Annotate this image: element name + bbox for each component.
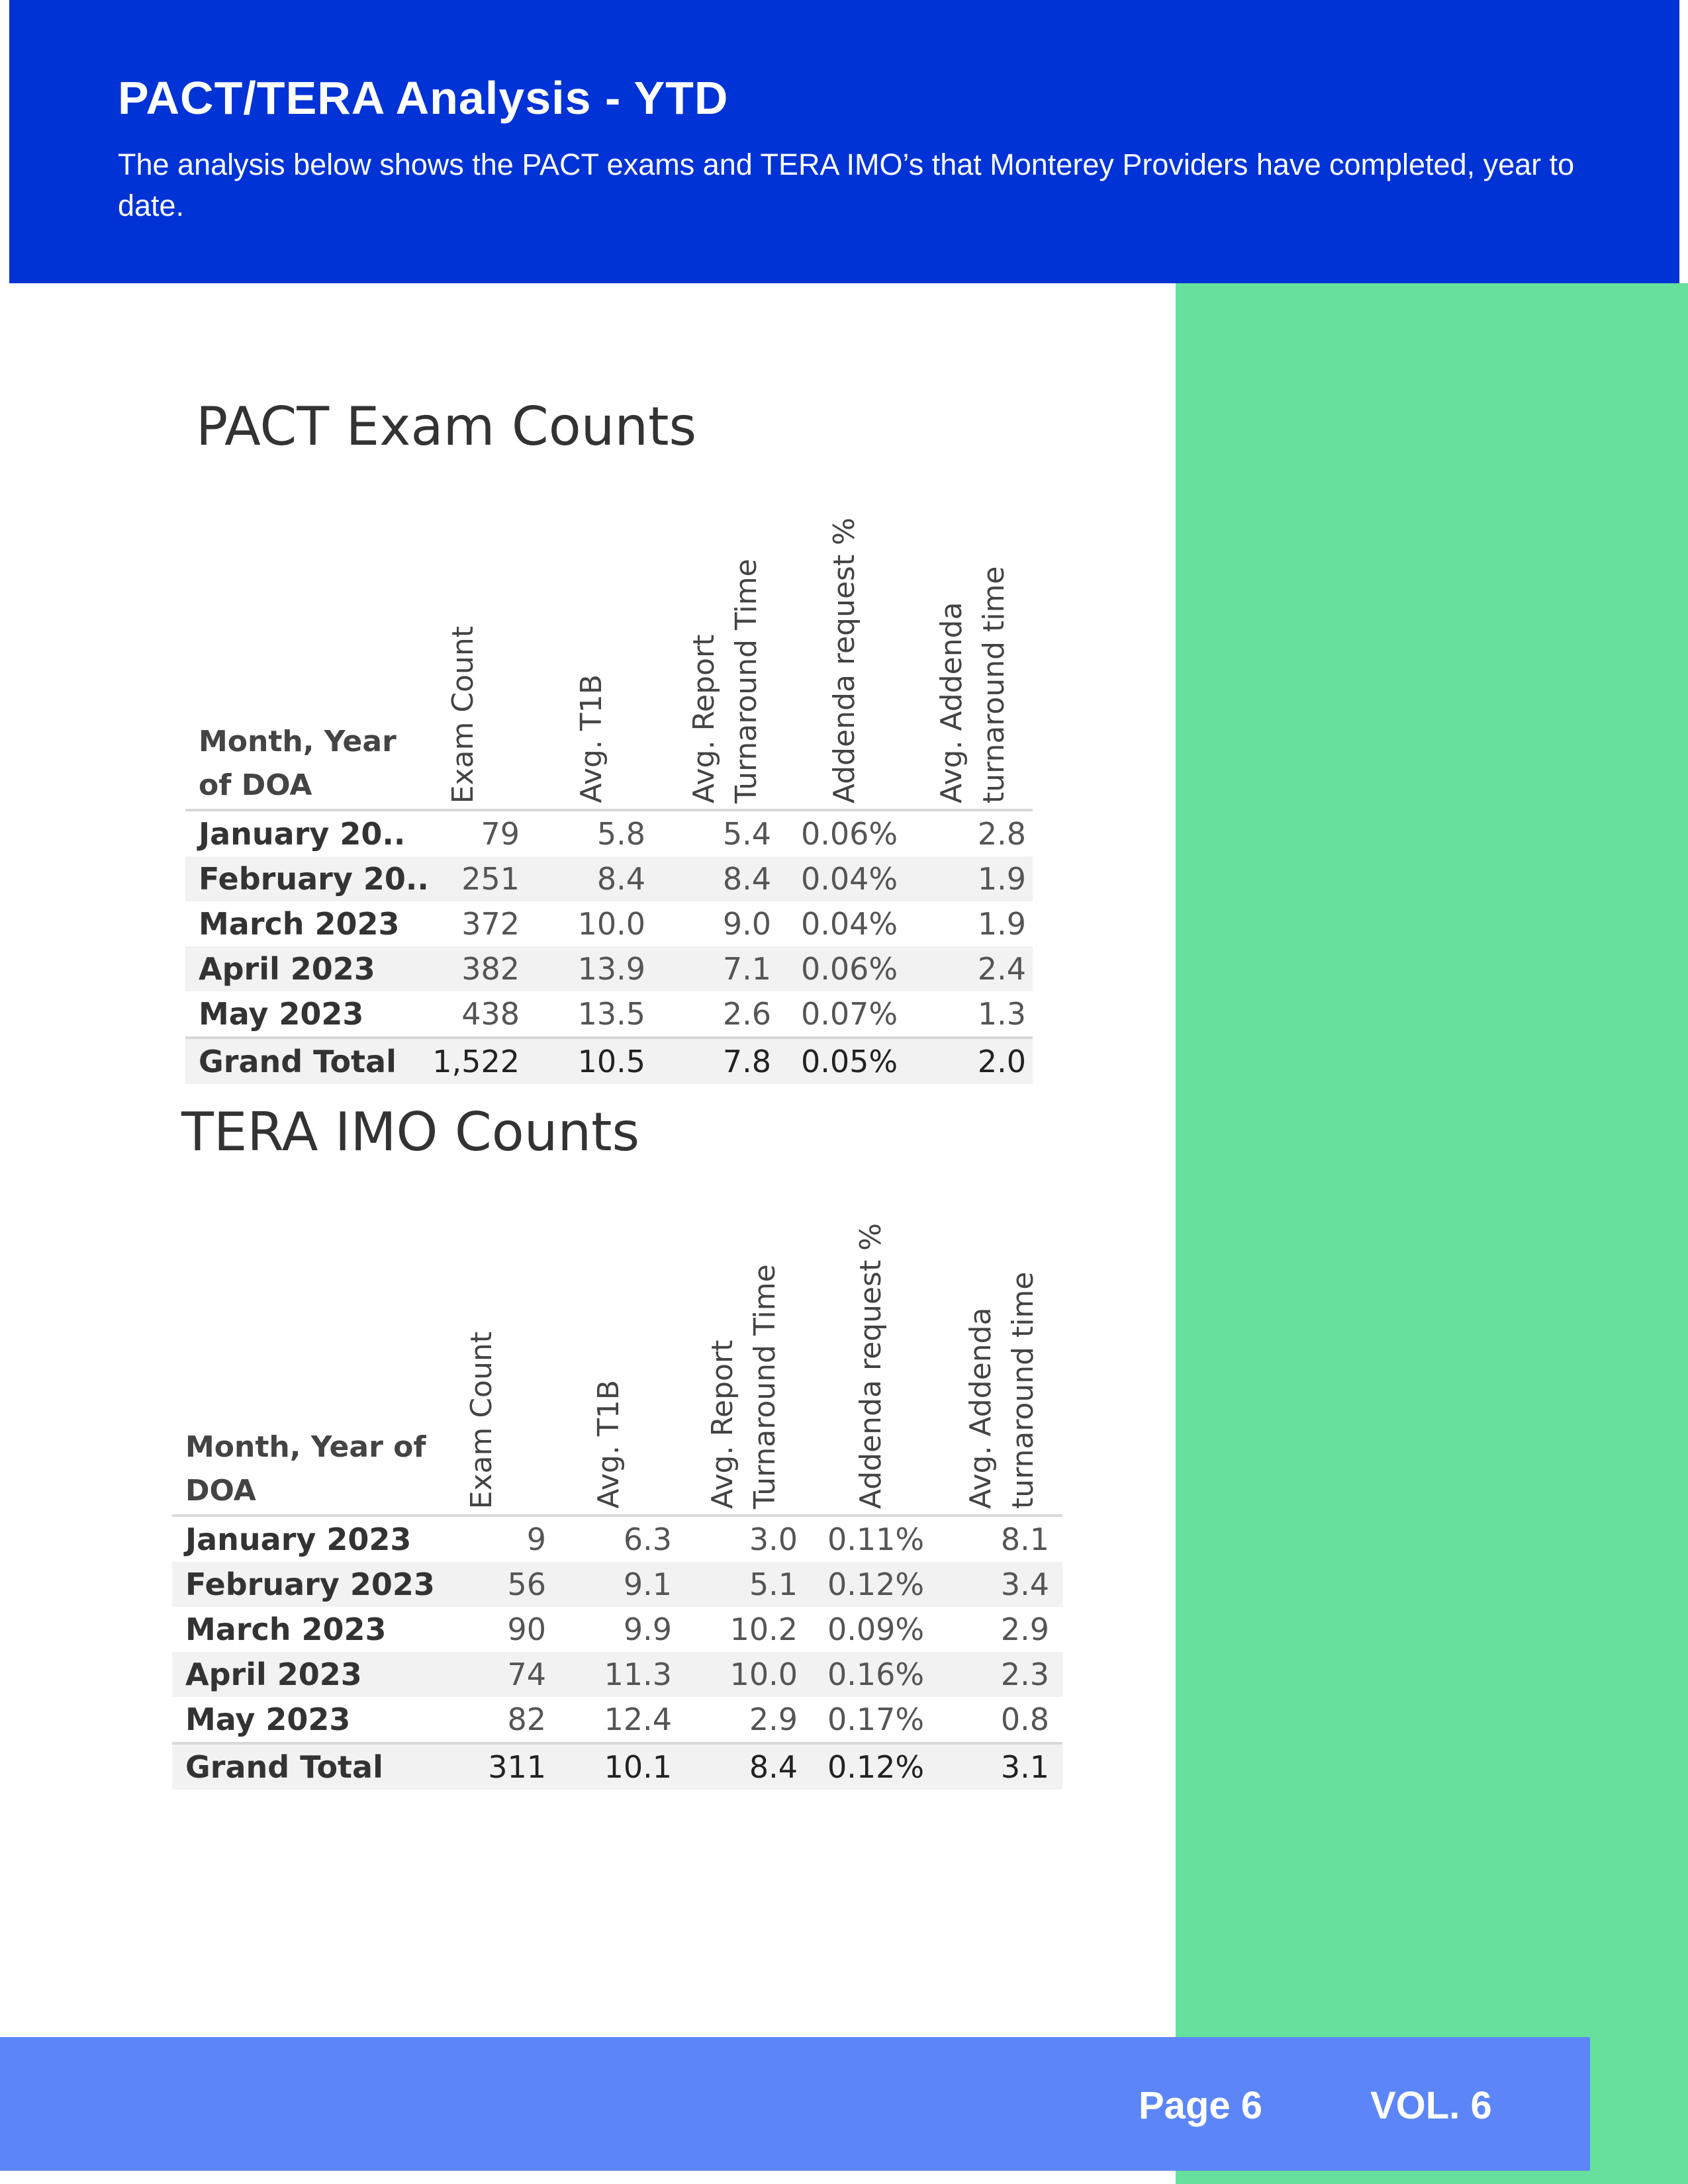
exam-count-cell: 251	[461, 861, 520, 897]
exam-count-cell: 82	[507, 1702, 546, 1737]
addenda-pct-cell: 0.06%	[801, 816, 898, 852]
page-number: Page 6	[1139, 2084, 1262, 2127]
avg-report-cell: 9.0	[722, 906, 771, 942]
month-cell: January 20..	[199, 816, 406, 852]
avg-t1b-cell: 5.8	[596, 816, 645, 852]
avg-report-column-header: Avg. Report Turnaround Time	[706, 1264, 782, 1509]
addenda-pct-cell: 0.06%	[801, 951, 898, 987]
pact-section-title: PACT Exam Counts	[196, 396, 697, 457]
avg-report-column-header: Avg. Report Turnaround Time	[687, 559, 763, 803]
page-footer	[0, 2037, 1590, 2171]
table-row	[172, 1652, 1062, 1697]
exam-count-cell: 1,522	[432, 1044, 520, 1079]
exam-count-cell: 382	[461, 951, 520, 987]
table-row	[172, 1517, 1062, 1562]
avg-t1b-cell: 10.1	[604, 1749, 672, 1785]
exam-count-cell: 311	[488, 1749, 546, 1785]
addenda-request-column-header: Addenda request %	[854, 1222, 888, 1509]
addenda-pct-cell: 0.12%	[827, 1567, 925, 1602]
avg-t1b-cell: 13.5	[577, 996, 645, 1032]
table-row	[185, 811, 1033, 856]
avg-addenda-column-header: Avg. Addenda turnaround time	[964, 1271, 1040, 1509]
exam-count-cell: 90	[507, 1612, 546, 1647]
addenda-pct-cell: 0.12%	[827, 1749, 925, 1785]
page-title: PACT/TERA Analysis - YTD	[118, 72, 729, 124]
avg-addenda-cell: 2.0	[977, 1044, 1026, 1079]
avg-addenda-cell: 2.4	[977, 951, 1026, 987]
pact-exam-table	[185, 490, 1033, 1084]
avg-addenda-cell: 1.9	[977, 906, 1026, 942]
addenda-pct-cell: 0.04%	[801, 906, 898, 942]
avg-addenda-cell: 0.8	[1000, 1702, 1049, 1737]
avg-report-cell: 3.0	[749, 1522, 798, 1557]
green-side-strip	[1176, 283, 1688, 2184]
avg-t1b-cell: 10.5	[577, 1044, 645, 1079]
tera-table-body	[172, 1517, 1062, 1790]
avg-report-cell: 2.6	[722, 996, 771, 1032]
page-header	[9, 0, 1679, 283]
month-cell: February 20..	[199, 861, 429, 897]
avg-addenda-cell: 3.1	[1000, 1749, 1049, 1785]
exam-count-cell: 79	[481, 816, 520, 852]
addenda-pct-cell: 0.09%	[827, 1612, 925, 1647]
avg-report-cell: 7.1	[722, 951, 771, 987]
table-row	[185, 901, 1033, 946]
table-row	[185, 991, 1033, 1036]
avg-report-cell: 8.4	[749, 1749, 798, 1785]
avg-report-cell: 5.1	[749, 1567, 798, 1602]
exam-count-column-header: Exam Count	[465, 1331, 498, 1509]
exam-count-column-header: Exam Count	[446, 625, 480, 803]
exam-count-cell: 56	[507, 1567, 546, 1602]
month-cell: February 2023	[185, 1567, 435, 1602]
month-cell: May 2023	[199, 996, 364, 1032]
avg-addenda-cell: 2.8	[977, 816, 1026, 852]
month-cell: March 2023	[199, 906, 400, 942]
tera-table-header	[172, 1195, 1062, 1517]
month-column-header: Month, Year of DOA	[199, 725, 397, 802]
avg-t1b-column-header: Avg. T1B	[592, 1380, 626, 1509]
pact-table-body	[185, 811, 1033, 1084]
month-cell: April 2023	[199, 951, 375, 987]
exam-count-cell: 438	[461, 996, 520, 1032]
avg-addenda-cell: 1.9	[977, 861, 1026, 897]
avg-report-cell: 7.8	[722, 1044, 771, 1079]
avg-t1b-cell: 11.3	[604, 1657, 672, 1692]
avg-addenda-column-header: Avg. Addenda turnaround time	[935, 566, 1011, 803]
avg-report-cell: 8.4	[722, 861, 771, 897]
addenda-pct-cell: 0.07%	[801, 996, 898, 1032]
month-cell: April 2023	[185, 1657, 362, 1692]
addenda-pct-cell: 0.16%	[827, 1657, 925, 1692]
avg-t1b-cell: 10.0	[577, 906, 645, 942]
table-row	[172, 1607, 1062, 1652]
table-row	[172, 1562, 1062, 1607]
avg-t1b-cell: 9.1	[623, 1567, 672, 1602]
avg-addenda-cell: 1.3	[977, 996, 1026, 1032]
avg-report-cell: 2.9	[749, 1702, 798, 1737]
avg-t1b-cell: 12.4	[604, 1702, 672, 1737]
volume-label: VOL. 6	[1370, 2084, 1492, 2127]
avg-t1b-cell: 9.9	[623, 1612, 672, 1647]
grand-total-row	[172, 1742, 1062, 1790]
page-subtitle: The analysis below shows the PACT exams and TERA IMO’s that Monterey Providers have completed, year to date.	[118, 148, 1575, 222]
addenda-pct-cell: 0.04%	[801, 861, 898, 897]
addenda-request-column-header: Addenda request %	[827, 517, 861, 803]
table-row	[185, 856, 1033, 901]
month-cell: Grand Total	[185, 1749, 383, 1785]
addenda-pct-cell: 0.17%	[827, 1702, 925, 1737]
month-column-header: Month, Year of DOA	[185, 1430, 426, 1508]
avg-report-cell: 10.0	[729, 1657, 798, 1692]
tera-imo-table	[172, 1195, 1062, 1790]
table-row	[172, 1697, 1062, 1742]
exam-count-cell: 9	[526, 1522, 546, 1557]
month-cell: May 2023	[185, 1702, 351, 1737]
tera-section-title: TERA IMO Counts	[181, 1101, 640, 1163]
table-row	[185, 946, 1033, 991]
addenda-pct-cell: 0.11%	[827, 1522, 925, 1557]
avg-t1b-cell: 8.4	[596, 861, 645, 897]
avg-addenda-cell: 2.9	[1000, 1612, 1049, 1647]
exam-count-cell: 372	[461, 906, 520, 942]
avg-report-cell: 5.4	[722, 816, 771, 852]
month-cell: January 2023	[185, 1522, 412, 1557]
avg-t1b-column-header: Avg. T1B	[575, 674, 608, 803]
exam-count-cell: 74	[507, 1657, 546, 1692]
month-cell: March 2023	[185, 1612, 387, 1647]
avg-addenda-cell: 2.3	[1000, 1657, 1049, 1692]
month-cell: Grand Total	[199, 1044, 397, 1079]
avg-addenda-cell: 8.1	[1000, 1522, 1049, 1557]
grand-total-row	[185, 1036, 1033, 1084]
addenda-pct-cell: 0.05%	[801, 1044, 898, 1079]
avg-t1b-cell: 6.3	[623, 1522, 672, 1557]
avg-report-cell: 10.2	[729, 1612, 798, 1647]
avg-t1b-cell: 13.9	[577, 951, 645, 987]
pact-table-header	[185, 490, 1033, 811]
avg-addenda-cell: 3.4	[1000, 1567, 1049, 1602]
